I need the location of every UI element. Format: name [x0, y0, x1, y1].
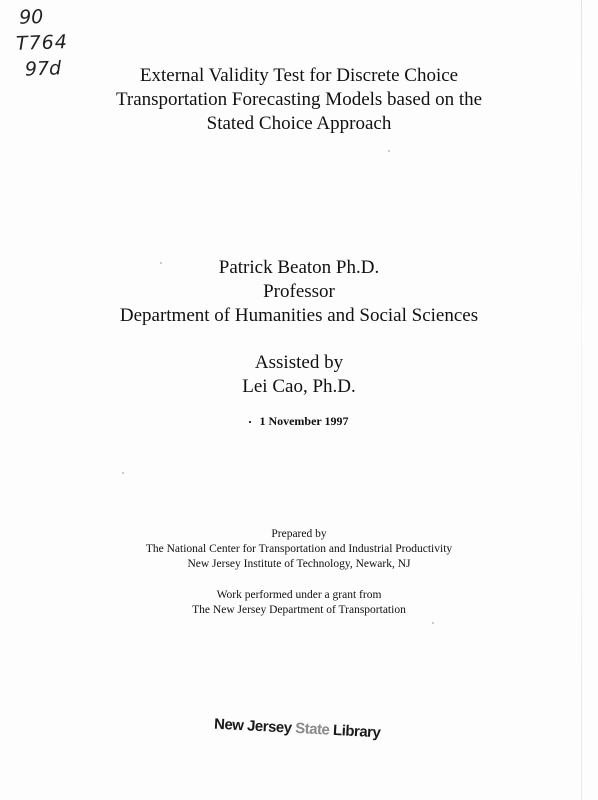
- scan-speck: [388, 150, 390, 152]
- scan-speck: [122, 472, 124, 474]
- author-name: Patrick Beaton Ph.D.: [218, 257, 380, 278]
- author-block: [0, 256, 598, 328]
- document-date-line: [0, 413, 598, 429]
- grant-line-1: Work performed under a grant from: [216, 589, 382, 601]
- assisted-block: [0, 351, 598, 399]
- prepared-institute: New Jersey Institute of Technology, Newark, NJ: [187, 558, 411, 570]
- prepared-org: The National Center for Transportation and Industrial Productivity: [145, 543, 453, 555]
- grant-line-2: The New Jersey Department of Transportation: [192, 604, 406, 616]
- title-line-2: Transportation Forecasting Models based on the: [115, 89, 483, 110]
- grant-block: [0, 588, 598, 618]
- prepared-by-block: [0, 527, 598, 572]
- author-department: Department of Humanities and Social Sciences: [119, 305, 479, 326]
- title-line-1: External Validity Test for Discrete Choice: [139, 65, 459, 86]
- document-title: [0, 64, 598, 136]
- library-stamp: [214, 716, 381, 742]
- title-line-3: Stated Choice Approach: [206, 113, 392, 134]
- author-position: Professor: [263, 281, 335, 302]
- handwritten-line-3: 97d: [24, 57, 62, 81]
- stamp-text-faded: State: [294, 719, 330, 739]
- stamp-text-end: Library: [332, 721, 381, 742]
- scan-speck: [160, 262, 162, 264]
- assisted-label: Assisted by: [254, 352, 344, 373]
- scan-dot: [249, 421, 251, 423]
- handwritten-line-2: T764: [15, 31, 69, 55]
- stamp-text-dark: New Jersey: [213, 715, 293, 737]
- prepared-label: Prepared by: [271, 528, 327, 540]
- document-date: 1 November 1997: [259, 414, 349, 428]
- scan-speck: [432, 622, 434, 624]
- handwritten-line-1: 90: [18, 5, 44, 29]
- assistant-name: Lei Cao, Ph.D.: [242, 376, 356, 397]
